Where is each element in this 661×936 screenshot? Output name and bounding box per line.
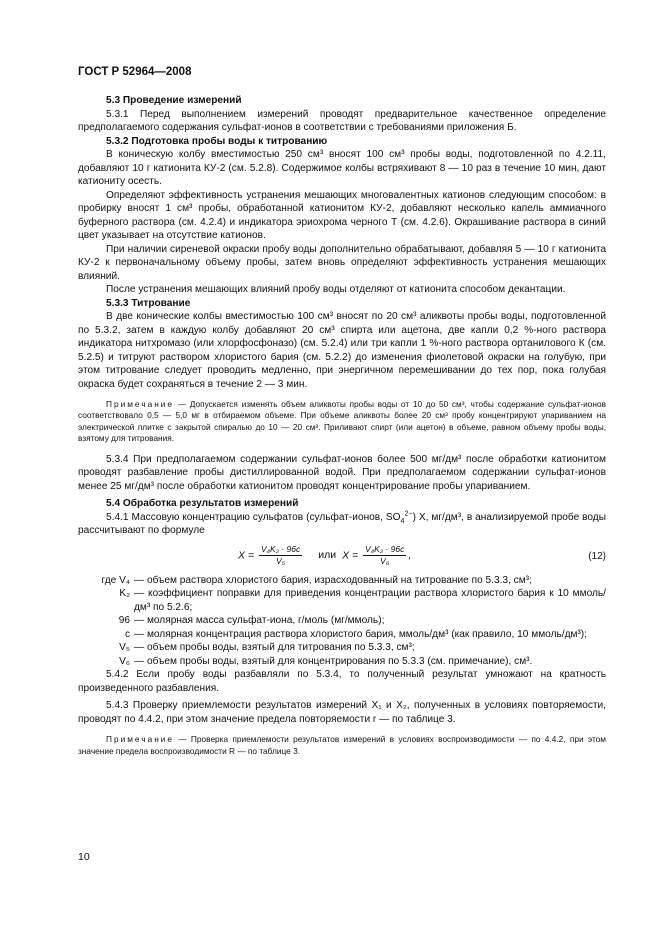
fraction-1-denominator: V₅ <box>276 555 286 566</box>
note-text: — Допускается изменять объем аликвоты пробы воды от 10 до 50 см³, чтобы содержание сульфат-ионов соответствовало 0,5 — 5,0 мг в отбираемом объеме. При объеме аликвоты более 20 см³ пробу концентрируют упариванием на электрической плитке с закрытой спиралью до 10 — 20 см³. Приливают спирт (или ацетон) в объеме, равном объему пробы воды, взятому для титрования. <box>78 399 606 444</box>
definition-text: — коэффициент поправки для приведения концентрации раствора хлористого бария к 10 ммоль/дм³ по 5.2.6; <box>134 588 606 613</box>
fraction-1 <box>259 544 302 567</box>
paragraph-5-3-4: 5.3.4 При предполагаемом содержании сульфат-ионов более 500 мг/дм³ после обработки катионитом проводят разбавление пробы дистиллированной водой. При предполагаемом содержании сульфат-ионов менее 25 мг/дм³ после обработки катионитом проводят концентрирование пробы упариванием. <box>78 453 606 492</box>
definition-symbol: c <box>124 628 130 640</box>
definition-text: — молярная концентрация раствора хлористого бария, ммоль/дм³ (как правило, 10 ммоль/дм³); <box>134 628 587 640</box>
definition-text: — молярная масса сульфат-иона, г/моль (мг/ммоль); <box>134 615 385 627</box>
definition-symbol: K₂ <box>119 588 130 600</box>
subsection-heading-5-3-3: 5.3.3 Титрование <box>106 297 191 309</box>
formula-lhs-1: X = <box>238 548 257 561</box>
definition-row <box>78 614 606 628</box>
sulfate-subscript: 4 <box>400 516 405 525</box>
paragraph-5-4-2: 5.4.2 Если пробу воды разбавляли по 5.3.4, то полученный результат умножают на кратность произведенного разбавления. <box>78 669 606 694</box>
note-label: Примечание <box>106 734 175 745</box>
paragraph-5-4-1-end: ) X, мг/дм³, в анализируемой пробе воды рассчитывают по формуле <box>78 511 606 537</box>
paragraph-5-3-2-d: После устранения мешающих влияний пробу воды отделяют от катионита способом декантации. <box>106 284 566 295</box>
definition-symbol: 96 <box>118 615 130 627</box>
definition-row <box>78 641 606 655</box>
definition-text: — объем раствора хлористого бария, израсходованный на титрование по 5.3.3, см³; <box>134 574 532 586</box>
fraction-1-numerator: V₄K₂ · 96c <box>260 543 301 554</box>
definition-text: — объем пробы воды, взятый для концентрирования по 5.3.3 (см. примечание), см³. <box>134 655 533 667</box>
definition-symbol: где V₄ <box>101 574 130 586</box>
subsection-heading-5-3-2: 5.3.2 Подготовка пробы воды к титрованию <box>106 135 328 147</box>
paragraph-5-4-1 <box>78 511 606 538</box>
formula-lhs-2: X = <box>342 548 362 561</box>
note-text: — Проверка приемлемости результатов измерений в условиях воспроизводимости — по 4.4.2, при этом значение предела воспроизводимости R — по таблице 3. <box>78 734 606 756</box>
document-header: ГОСТ Р 52964—2008 <box>78 66 192 78</box>
definition-row <box>78 628 606 642</box>
document-body <box>78 94 606 765</box>
paragraph-5-3-3: В две конические колбы вместимостью 100 см³ вносят по 20 см³ аликвоты пробы воды, подготовленной по 5.3.2, затем в каждую колбу добавляют 20 см³ спирта или ацетона, две капли 0,2 %-ного раствора индикатора нитхромазо (или хлорфосфоназо) (см. 5.2.4) или три капли 1 %-ного раствора ортанилового К (см. 5.2.5) и титруют раствором хлористого бария (см. 5.2.2) до изменения фиолетовой окраски на голубую, при этом титрование следует проводить медленно, при энергичном перемешивании до тех пор, пока голубая окраска будет сохраняться в течение 2 — 3 мин. <box>78 311 606 390</box>
definition-row <box>78 574 606 588</box>
definition-row <box>78 587 606 614</box>
definition-symbol: V₆ <box>119 655 130 667</box>
note-titration <box>78 399 606 445</box>
note-label: Примечание <box>106 399 175 409</box>
formula-or: или <box>318 548 337 561</box>
definition-text: — объем пробы воды, взятый для титрования по 5.3.3, см³; <box>134 642 415 654</box>
paragraph-5-3-2-a: В коническую колбу вместимостью 250 см³ вносят 100 см³ пробы воды, подготовленной по 4.2.11, добавляют 10 г катионита КУ-2 (см. 5.2.8). Содержимое колбы встряхивают 8 — 10 раз в течение 10 мин, дают катиониту осесть. <box>78 149 606 187</box>
definition-row <box>78 655 606 669</box>
sulfate-charge: 2− <box>404 509 413 518</box>
formula-expression: X = $\frac{\text{V₄K₂ · 96c}}{\text{V₅}}$ или X = $\frac{\text{V₄K₂ · 96c}}{\text{V₆}}$ , <box>238 543 412 566</box>
equation-number: (12) <box>588 550 606 562</box>
variable-definitions <box>78 574 606 669</box>
section-heading-5-4: 5.4 Обработка результатов измерений <box>106 498 299 510</box>
definition-symbol: V₅ <box>119 642 130 654</box>
fraction-2-numerator: V₄K₂ · 96c <box>365 543 405 554</box>
section-heading-5-3: 5.3 Проведение измерений <box>106 95 242 106</box>
page-number: 10 <box>78 851 90 863</box>
paragraph-5-3-2-b: Определяют эффективность устранения мешающих многовалентных катионов следующим способом: в пробирку вносят 1 см³ пробы, обработанной катионитом КУ-2, добавляют несколько капель аммиачного буферного раствора (см. 4.2.4) и индикатора эриохрома черного Т (см. 4.2.6). Окрашивание раствора в синий цвет указывает на отсутствие катионов. <box>78 189 606 241</box>
note-reproducibility <box>78 734 606 757</box>
fraction-2-denominator: V₆ <box>380 555 390 566</box>
paragraph-5-3-2-c: При наличии сиреневой окраски пробу воды дополнительно обрабатывают, добавляя 5 — 10 г катионита КУ-2 к первоначальному объему пробы, затем вновь определяют эффективность устранения мешающих влияний. <box>78 243 606 282</box>
fraction-2 <box>363 544 406 567</box>
paragraph-5-3-1: 5.3.1 Перед выполнением измерений проводят предварительное качественное определение предполагаемого содержания сульфат-ионов в соответствии с требованиями приложения Б. <box>78 108 606 133</box>
paragraph-5-4-3: 5.4.3 Проверку приемлемости результатов измерений X₁ и X₂, полученных в условиях повторяемости, проводят по 4.4.2, при этом значение предела повторяемости r — по таблице 3. <box>78 700 606 725</box>
paragraph-5-4-1-start: 5.4.1 Массовую концентрацию сульфатов (сульфат-ионов, SO <box>106 511 401 523</box>
formula-12 <box>78 542 606 572</box>
